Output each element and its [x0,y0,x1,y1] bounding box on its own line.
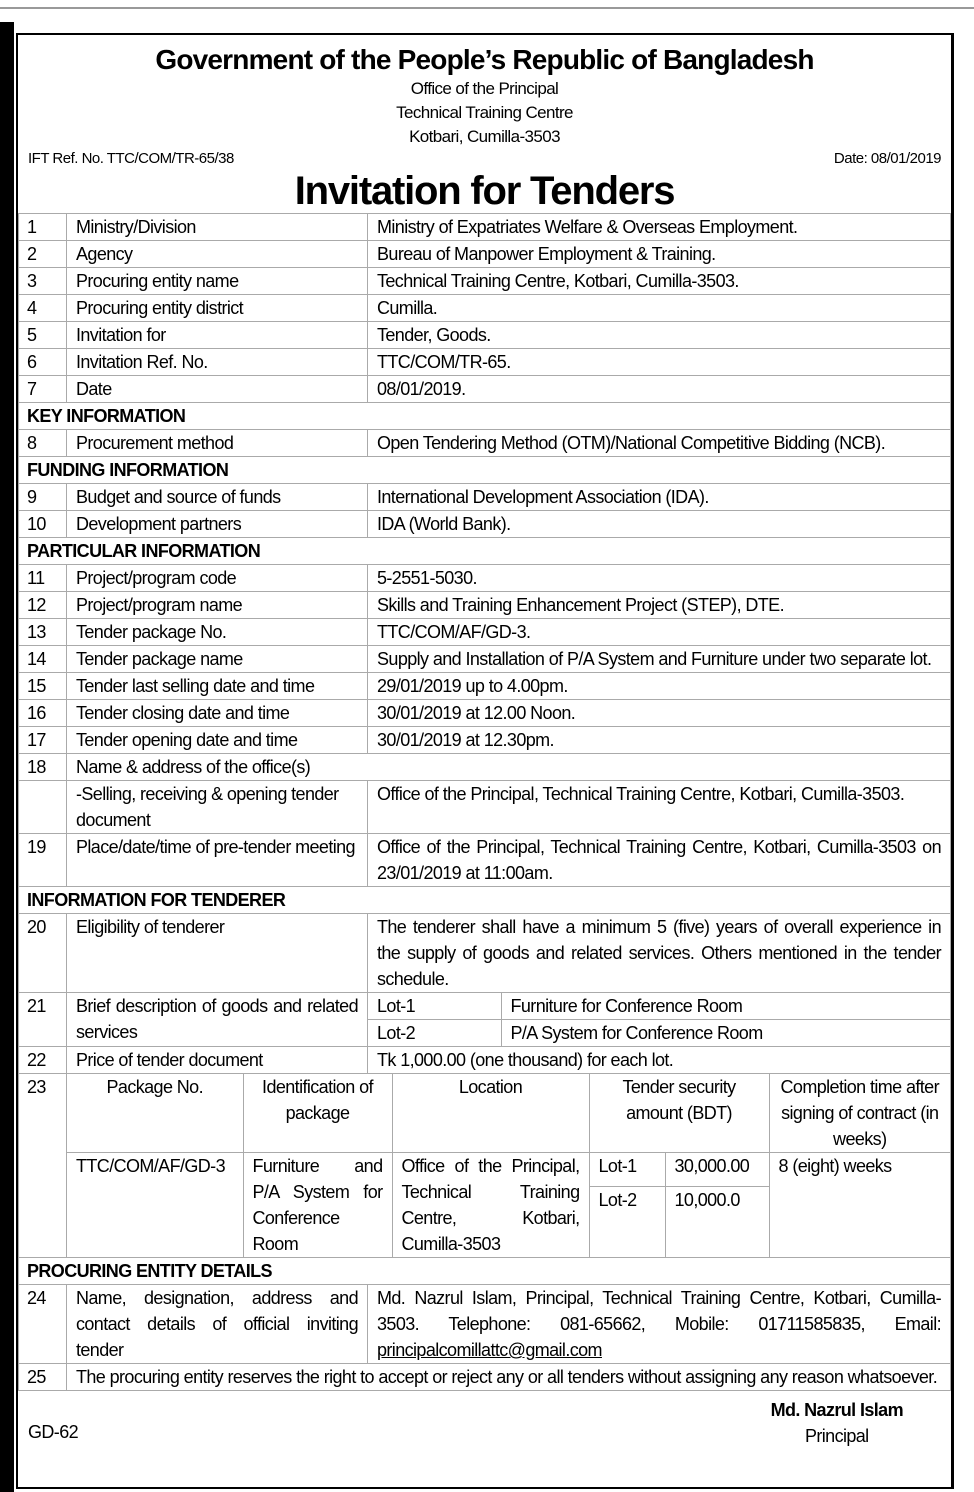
row-no: 22 [19,1047,67,1074]
table-row [19,914,951,993]
table-row [19,1285,951,1364]
security-amount: 10,000.0 [665,1187,769,1258]
row-no: 3 [19,268,67,295]
table-row [19,268,951,295]
package-header-row [67,1074,950,1153]
row-no: 15 [19,673,67,700]
row-label: Procuring entity district [67,295,368,322]
package-identification: Furniture and P/A System for Conference Room [243,1153,392,1258]
row-value: Technical Training Centre, Kotbari, Cumilla-3503. [368,268,951,295]
row-label: Development partners [67,511,368,538]
row-value: Tender, Goods. [368,322,951,349]
table-row [19,834,951,887]
row-label: Procuring entity name [67,268,368,295]
row-value: Tk 1,000.00 (one thousand) for each lot. [368,1047,951,1074]
header-security: Tender security amount (BDT) [589,1074,769,1153]
row-value: Skills and Training Enhancement Project (STEP), DTE. [368,592,951,619]
row-label: Date [67,376,368,403]
row-no: 14 [19,646,67,673]
row-label: Invitation for [67,322,368,349]
row-label: Invitation Ref. No. [67,349,368,376]
row-label: Agency [67,241,368,268]
section-procuring-entity-details: PROCURING ENTITY DETAILS [19,1258,951,1285]
lots-cell [368,993,951,1047]
table-row [19,322,951,349]
table-row [19,727,951,754]
lots-table [368,993,950,1046]
row-label: Name, designation, address and contact details of official inviting tender [67,1285,368,1364]
table-row [19,1047,951,1074]
section-row [19,1258,951,1285]
table-row [19,214,951,241]
package-location: Office of the Principal, Technical Training Centre, Kotbari, Cumilla-3503 [392,1153,589,1258]
table-row [19,592,951,619]
contact-details: Md. Nazrul Islam, Principal, Technical Training Centre, Kotbari, Cumilla-3503. Telephone: 081-65662, Mobile: 01711585835, Email: [377,1288,941,1334]
row-value: Ministry of Expatriates Welfare & Overseas Employment. [368,214,951,241]
row-no: 6 [19,349,67,376]
row-no: 20 [19,914,67,993]
row-label: Project/program code [67,565,368,592]
section-row [19,538,951,565]
row-label: Eligibility of tenderer [67,914,368,993]
scan-edge [0,22,14,1492]
row-no: 9 [19,484,67,511]
table-row [19,484,951,511]
table-row [19,241,951,268]
header-location: Location [392,1074,589,1153]
header-completion: Completion time after signing of contract (in weeks) [769,1074,950,1153]
package-no: TTC/COM/AF/GD-3 [67,1153,243,1258]
security-lot: Lot-1 [589,1153,665,1187]
lot-id: Lot-2 [368,1020,501,1047]
completion-time: 8 (eight) weeks [769,1153,950,1258]
top-rule [0,7,974,9]
lot-description: Furniture for Conference Room [501,993,950,1020]
table-row [19,295,951,322]
header-package-no: Package No. [67,1074,243,1153]
row-no: 1 [19,214,67,241]
lot-row [368,1020,950,1047]
tender-table [18,213,951,1391]
address-line: Kotbari, Cumilla-3503 [409,127,560,146]
section-row [19,403,951,430]
row-value: Cumilla. [368,295,951,322]
table-row [19,1074,951,1258]
header-identification: Identification of package [243,1074,392,1153]
signer-name: Md. Nazrul Islam [770,1400,903,1420]
row-value: 30/01/2019 at 12.00 Noon. [368,700,951,727]
row-label: Tender package name [67,646,368,673]
row-no: 5 [19,322,67,349]
security-amount: 30,000.00 [665,1153,769,1187]
section-key-information: KEY INFORMATION [19,403,951,430]
package-data-row [67,1153,950,1187]
row-no: 19 [19,834,67,887]
signer-title: Principal [804,1426,869,1446]
table-row [19,700,951,727]
section-information-for-tenderer: INFORMATION FOR TENDERER [19,887,951,914]
lot-id: Lot-1 [368,993,501,1020]
row-value: 30/01/2019 at 12.30pm. [368,727,951,754]
centre-line: Technical Training Centre [396,103,573,122]
lot-description: P/A System for Conference Room [501,1020,950,1047]
row-value: Office of the Principal, Technical Training Centre, Kotbari, Cumilla-3503. [368,781,951,834]
row-label: Budget and source of funds [67,484,368,511]
row-value: 29/01/2019 up to 4.00pm. [368,673,951,700]
row-no: 13 [19,619,67,646]
table-row [19,565,951,592]
row-value: TTC/COM/TR-65. [368,349,951,376]
row-text: The procuring entity reserves the right to accept or reject any or all tenders without assigning any reason whatsoever. [67,1364,951,1391]
row-no: 17 [19,727,67,754]
row-no: 25 [19,1364,67,1391]
section-row [19,887,951,914]
row-value: Bureau of Manpower Employment & Training. [368,241,951,268]
email-link[interactable]: principalcomillattc@gmail.com [377,1340,602,1360]
row-value: Supply and Installation of P/A System and Furniture under two separate lot. [368,646,951,673]
section-row [19,457,951,484]
table-row [19,646,951,673]
tender-notice [16,33,954,1489]
row-value: 5-2551-5030. [368,565,951,592]
row-label: Name & address of the office(s) [67,754,951,781]
package-table [67,1074,950,1257]
row-value: Office of the Principal, Technical Training Centre, Kotbari, Cumilla-3503 on 23/01/2019 at 11:00am. [368,834,951,887]
table-row [19,993,951,1047]
row-label: Tender last selling date and time [67,673,368,700]
section-particular-information: PARTICULAR INFORMATION [19,538,951,565]
table-row [19,673,951,700]
row-label: Tender package No. [67,619,368,646]
row-no: 23 [19,1074,67,1258]
row-no: 7 [19,376,67,403]
package-cell [67,1074,951,1258]
row-value: Open Tendering Method (OTM)/National Competitive Bidding (NCB). [368,430,951,457]
row-value: TTC/COM/AF/GD-3. [368,619,951,646]
row-no: 21 [19,993,67,1047]
office-line: Office of the Principal [410,79,559,98]
notice-header [18,43,951,149]
section-funding-information: FUNDING INFORMATION [19,457,951,484]
table-row [19,1364,951,1391]
ref-number: IFT Ref. No. TTC/COM/TR-65/38 [28,150,234,167]
gd-code: GD-62 [28,1422,79,1442]
row-no: 11 [19,565,67,592]
doc-title: Invitation for Tenders [294,169,675,213]
row-label: Price of tender document [67,1047,368,1074]
row-value: The tenderer shall have a minimum 5 (five) years of overall experience in the supply of goods and related services. Others mentioned in the tender schedule. [368,914,951,993]
table-row [19,754,951,781]
ref-row [18,149,951,169]
row-no: 2 [19,241,67,268]
row-no: 18 [19,754,67,781]
row-value: IDA (World Bank). [368,511,951,538]
row-label: -Selling, receiving & opening tender document [67,781,368,834]
table-row [19,376,951,403]
row-no: 12 [19,592,67,619]
row-no: 10 [19,511,67,538]
table-row [19,619,951,646]
table-row [19,349,951,376]
row-no: 24 [19,1285,67,1364]
government-title: Government of the People’s Republic of Bangladesh [155,44,814,75]
row-value: International Development Association (IDA). [368,484,951,511]
row-label: Project/program name [67,592,368,619]
row-label: Tender opening date and time [67,727,368,754]
row-label: Procurement method [67,430,368,457]
notice-date: Date: 08/01/2019 [833,150,941,167]
row-no: 16 [19,700,67,727]
table-row [19,511,951,538]
row-value [368,1285,951,1364]
row-no: 8 [19,430,67,457]
security-lot: Lot-2 [589,1187,665,1258]
row-no: 4 [19,295,67,322]
signature-block [771,1397,903,1449]
row-label: Place/date/time of pre-tender meeting [67,834,368,887]
row-label: Brief description of goods and related services [67,993,368,1047]
table-row [19,781,951,834]
row-label: Tender closing date and time [67,700,368,727]
table-row [19,430,951,457]
lot-row [368,993,950,1020]
row-label: Ministry/Division [67,214,368,241]
row-no-empty [19,781,67,834]
row-value: 08/01/2019. [368,376,951,403]
footer [18,1391,951,1445]
